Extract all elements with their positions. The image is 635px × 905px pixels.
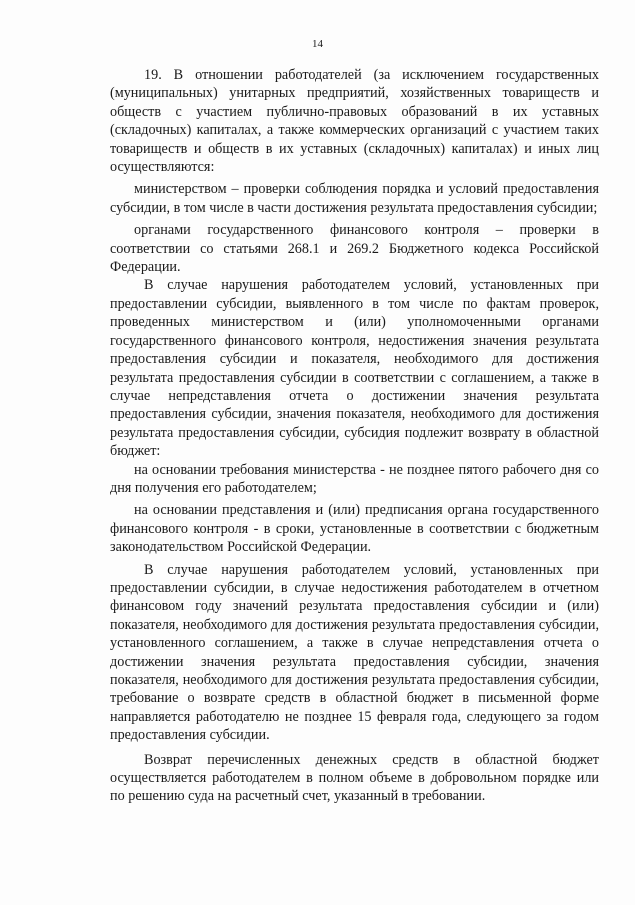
paragraph-clause-19: 19. В отношении работодателей (за исключением государственных (муниципальных) унитарных предприятий, хозяйственных товариществ и обществ с участием публично-правовых образований в их уставных (складочных) капиталах, а также коммерческих организаций с участием таких товариществ и обществ в их уставных (складочных) капиталах) и иных лиц осуществляются: [110,67,599,176]
paragraph-financial-control-checks: органами государственного финансового контроля – проверки в соответствии со статьями 268.1 и 269.2 Бюджетного кодекса Российской Федерации. [110,222,599,276]
paragraph-ministry-checks: министерством – проверки соблюдения порядка и условий предоставления субсидии, в том числе в части достижения результата предоставления субсидии; [110,181,599,216]
paragraph-refund-procedure: Возврат перечисленных денежных средств в областной бюджет осуществляется работодателем в полном объеме в добровольном порядке или по решению суда на расчетный счет, указанный в требовании. [110,751,599,805]
paragraph-control-prescription: на основании представления и (или) предписания органа государственного финансового контроля - в сроки, установленные в соответствии с бюджетным законодательством Российской Федерации. [110,502,599,556]
paragraph-violation-refund: В случае нарушения работодателем условий, установленных при предоставлении субсидии, выявленного в том числе по фактам проверок, проведенных министерством и (или) уполномоченными органами государственного финансового контроля, недостижения значения результата предоставления субсидии и показателя, необходимого для достижения результата предоставления субсидии в соответствии с соглашением, а также в случае непредставления отчета о достижении значения результата предоставления субсидии, значения показателя, необходимого для достижения результата предоставления субсидии, субсидия подлежит возврату в областной бюджет: [110,277,599,460]
page-number: 14 [312,38,323,50]
paragraph-refund-deadline: В случае нарушения работодателем условий, установленных при предоставлении субсидии, в случае недостижения работодателем в отчетном финансовом году значений результата предоставления субсидии и (или) показателя, необходимого для достижения результата предоставления субсидии, установленного соглашением, а также в случае непредставления отчета о достижении значения результата предоставления субсидии, значения показателя, необходимого для достижения результата предоставления субсидии, требование о возврате средств в областной бюджет в письменной форме направляется работодателю не позднее 15 февраля года, следующего за годом предоставления субсидии. [110,561,599,744]
paragraph-ministry-requirement: на основании требования министерства - не позднее пятого рабочего дня со дня получения его работодателем; [110,461,599,496]
document-body [110,66,599,806]
